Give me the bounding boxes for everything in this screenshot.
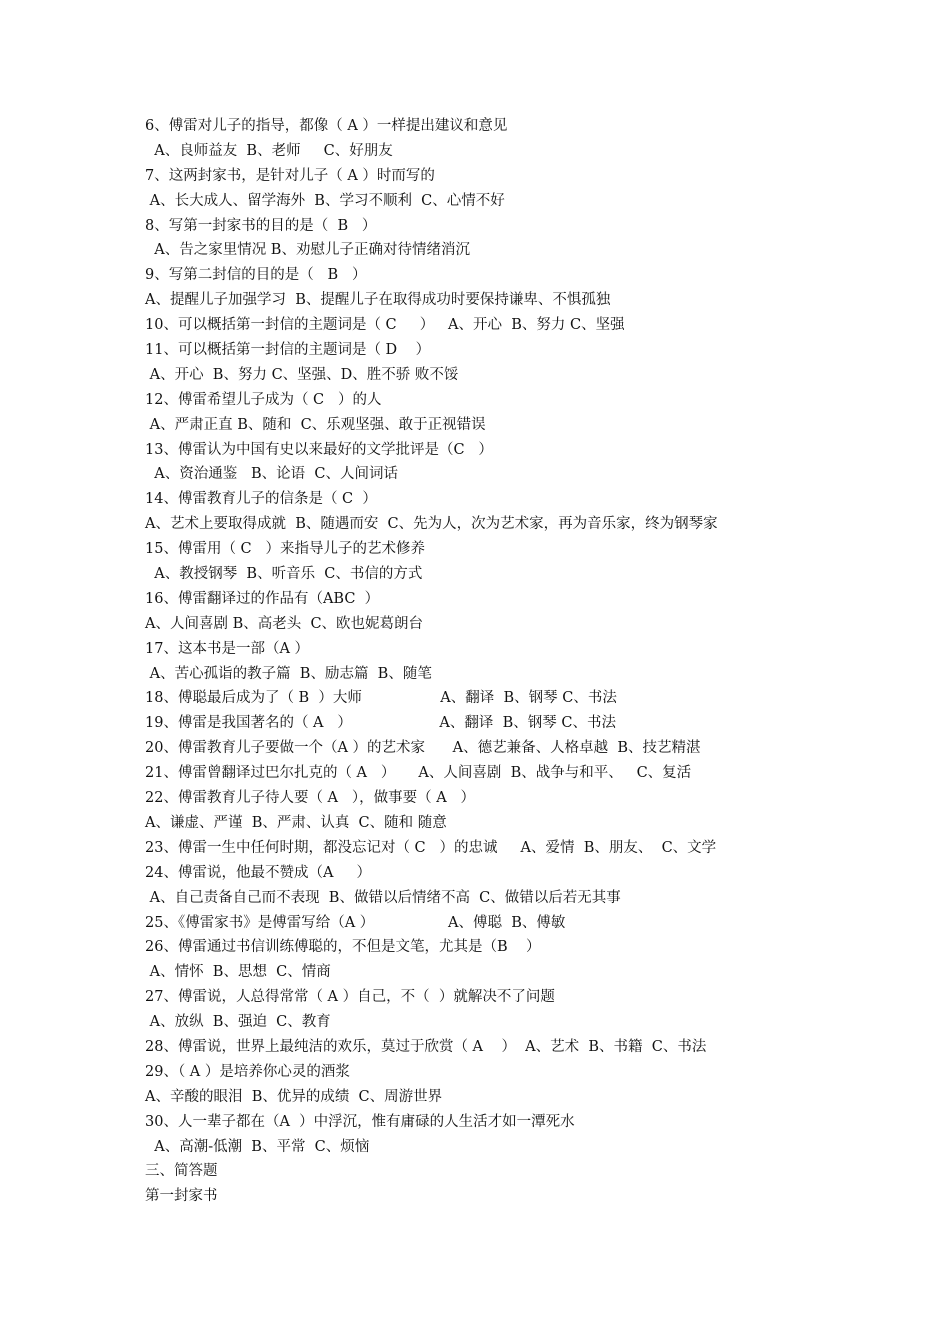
- text-line: 30、人一辈子都在（A ）中浮沉，惟有庸碌的人生活才如一潭死水: [145, 1113, 575, 1130]
- text-line: 18、傅聪最后成为了（ B ）大师 A、翻译 B、钢琴 C、书法: [145, 690, 617, 707]
- text-line: 20、傅雷教育儿子要做一个（A ）的艺术家 A、德艺兼备、人格卓越 B、技艺精湛: [145, 740, 701, 757]
- text-line: A、苦心孤诣的教子篇 B、励志篇 B、随笔: [145, 665, 432, 682]
- text-line: 12、傅雷希望儿子成为（ C ）的人: [145, 391, 382, 408]
- text-line: 21、傅雷曾翻译过巴尔扎克的（ A ） A、人间喜剧 B、战争与和平、 C、复活: [145, 765, 692, 782]
- text-line: 6、傅雷对儿子的指导，都像（ A ）一样提出建议和意见: [145, 118, 508, 134]
- text-line: 第一封家书: [145, 1188, 218, 1205]
- text-line: A、提醒儿子加强学习 B、提醒儿子在取得成功时要保持谦卑、不惧孤独: [145, 292, 611, 309]
- text-line: 7、这两封家书，是针对儿子（ A ）时而写的: [145, 167, 435, 184]
- text-line: A、长大成人、留学海外 B、学习不顺利 C、心情不好: [145, 192, 505, 209]
- text-line: A、严肃正直 B、随和 C、乐观坚强、敢于正视错误: [145, 416, 486, 433]
- text-line: 8、写第一封家书的目的是（ B ）: [145, 217, 377, 234]
- text-line: 14、傅雷教育儿子的信条是（ C ）: [145, 491, 377, 508]
- text-line: A、良师益友 B、老师 C、好朋友: [145, 142, 393, 159]
- text-line: A、资治通鉴 B、论语 C、人间词话: [145, 466, 398, 483]
- text-line: 15、傅雷用（ C ）来指导儿子的艺术修养: [145, 541, 425, 558]
- text-line: 28、傅雷说，世界上最纯洁的欢乐，莫过于欣赏（ A ） A、艺术 B、书籍 C、书法: [145, 1038, 707, 1055]
- text-line: A、人间喜剧 B、高老头 C、欧也妮葛朗台: [145, 615, 424, 632]
- text-line: 9、写第二封信的目的是（ B ）: [145, 267, 367, 284]
- text-line: 16、傅雷翻译过的作品有（ABC ）: [145, 590, 380, 607]
- text-line: 13、傅雷认为中国有史以来最好的文学批评是（C ）: [145, 441, 493, 458]
- text-line: A、高潮-低潮 B、平常 C、烦恼: [145, 1138, 370, 1155]
- text-line: 29、（ A ）是培养你心灵的酒浆: [145, 1063, 350, 1080]
- text-line: 10、可以概括第一封信的主题词是（ C ） A、开心 B、努力 C、坚强: [145, 317, 625, 334]
- text-line: A、艺术上要取得成就 B、随遇而安 C、先为人，次为艺术家，再为音乐家，终为钢琴家: [145, 516, 718, 533]
- text-line: A、开心 B、努力 C、坚强、D、胜不骄 败不馁: [145, 366, 459, 383]
- text-line: A、自己责备自己而不表现 B、做错以后情绪不高 C、做错以后若无其事: [145, 889, 621, 906]
- text-line: 11、可以概括第一封信的主题词是（ D ）: [145, 342, 431, 359]
- text-line: A、放纵 B、强迫 C、教育: [145, 1014, 331, 1031]
- document-page: [145, 114, 825, 1209]
- text-line: 23、傅雷一生中任何时期，都没忘记对（ C ）的忠诚 A、爱情 B、朋友、 C、文学: [145, 839, 717, 856]
- text-line: 26、傅雷通过书信训练傅聪的，不但是文笔，尤其是（B ）: [145, 939, 541, 956]
- text-line: 24、傅雷说，他最不赞成（A ）: [145, 864, 371, 881]
- text-line: 三、简答题: [145, 1163, 218, 1180]
- text-line: 17、这本书是一部（A ）: [145, 640, 310, 657]
- text-line: 27、傅雷说，人总得常常（ A ）自己，不（ ）就解决不了问题: [145, 989, 555, 1006]
- text-line: A、辛酸的眼泪 B、优异的成绩 C、周游世界: [145, 1088, 443, 1105]
- text-line: 25、《傅雷家书》是傅雷写给（A ） A、傅聪 B、傅敏: [145, 914, 566, 931]
- text-line: A、谦虚、严谨 B、严肃、认真 C、随和 随意: [145, 814, 447, 831]
- text-line: A、教授钢琴 B、听音乐 C、书信的方式: [145, 566, 423, 583]
- text-line: A、情怀 B、思想 C、情商: [145, 964, 331, 981]
- text-line: 22、傅雷教育儿子待人要（ A ），做事要（ A ）: [145, 790, 476, 807]
- text-line: 19、傅雷是我国著名的（ A ） A、翻译 B、钢琴 C、书法: [145, 715, 616, 732]
- text-line: A、告之家里情况 B、劝慰儿子正确对待情绪消沉: [145, 242, 470, 259]
